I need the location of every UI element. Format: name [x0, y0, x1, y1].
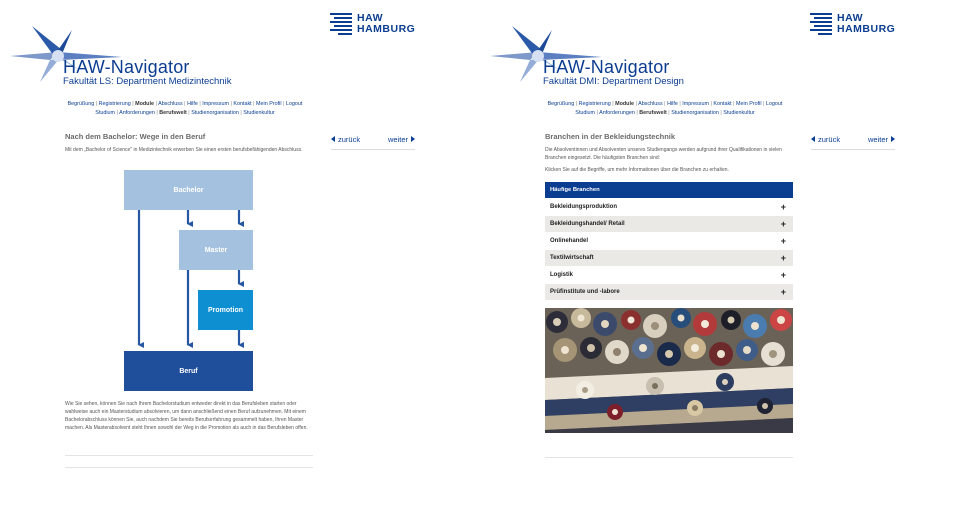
nav-studium[interactable]: Studium — [575, 109, 596, 116]
accordion-item-label: Textilwirtschaft — [550, 255, 594, 261]
accordion-item-label: Bekleidungsproduktion — [550, 204, 618, 210]
nav-row-primary: Begrüßung | Registrierung | Module | Abschluss | Hilfe | Impressum | Kontakt | Mein Profil | Logout — [67, 101, 303, 107]
haw-hamburg-logo — [810, 12, 900, 36]
pager — [811, 133, 895, 150]
accordion-item-pruefinstitute[interactable] — [545, 284, 793, 300]
nav-studium[interactable]: Studium — [95, 109, 116, 116]
intro-text: Die Absolventinnen und Absolventen unseres Studiengangs werden aufgrund ihrer Qualifikationen in vielen Branchen eingesetzt. Die häufigsten Branchen sind: — [545, 147, 782, 161]
nav-mein-profil[interactable]: Mein Profil — [256, 101, 282, 107]
nav-abschluss[interactable]: Abschluss — [158, 101, 183, 107]
outro-text: Wie Sie sehen, können Sie nach Ihrem Bachelorstudium entweder direkt in das Berufsleben starten oder wahlweise auch ein Masterstudium absolvieren, um dann anschließend einen Beruf aufzunehmen. Mit einem Bachelorabschluss können Sie, auch nachdem Sie bereits Berufserfahrung gesammelt haben, Ihren Master machen. Als Masterabsolvent steht Ihnen sowohl der Weg in die Promotion als auch in das Berufsleben offen. — [65, 401, 308, 431]
nav-module[interactable]: Module — [135, 101, 154, 107]
back-link[interactable] — [811, 135, 840, 144]
accordion-item-bekleidungsproduktion[interactable] — [545, 199, 793, 215]
expand-plus-icon: + — [780, 253, 786, 263]
nav-logout[interactable]: Logout — [285, 101, 303, 107]
accordion-header: Häufige Branchen — [545, 182, 793, 198]
expand-plus-icon: + — [780, 287, 786, 297]
nav-hilfe[interactable]: Hilfe — [667, 101, 678, 107]
next-label: weiter — [867, 135, 888, 144]
app-title: HAW-Navigator — [543, 57, 670, 77]
expand-plus-icon: + — [780, 202, 786, 212]
divider — [545, 457, 793, 458]
expand-plus-icon: + — [780, 219, 786, 229]
hint-text: Klicken Sie auf die Begriffe, um mehr Informationen über die Branchen zu erhalten. — [545, 167, 729, 173]
accordion-item-label: Onlinehandel — [550, 238, 589, 244]
arrow-right-icon — [411, 136, 415, 142]
accordion-item-logistik[interactable] — [545, 267, 793, 283]
haw-logo-line2: HAMBURG — [357, 23, 416, 35]
career-path-diagram — [120, 165, 260, 400]
nav-begruessung[interactable]: Begrüßung — [67, 101, 95, 107]
nav-row-secondary: Studium | Anforderungen | Berufswelt | Studienorganisation | Studienkultur — [575, 109, 755, 116]
intro-text: Mit dem „Bachelor of Science" in Medizintechnik erwerben Sie einen ersten berufsbefähigenden Abschluss. — [65, 147, 303, 153]
accordion-item-label: Prüfinstitute und -labore — [550, 289, 620, 295]
promotion-box: Promotion — [198, 290, 253, 330]
main-navigation — [540, 100, 790, 117]
next-label: weiter — [387, 135, 408, 144]
faculty-subtitle: Fakultät DMI: Department Design — [543, 76, 684, 87]
faculty-subtitle: Fakultät LS: Department Medizintechnik — [63, 76, 232, 87]
next-link[interactable] — [388, 135, 415, 144]
accordion-item-label: Logistik — [550, 272, 574, 278]
arrow-left-icon — [331, 136, 335, 142]
nav-row-primary: Begrüßung | Registrierung | Module | Abschluss | Hilfe | Impressum | Kontakt | Mein Profil | Logout — [547, 101, 783, 107]
accordion-item-onlinehandel[interactable] — [545, 233, 793, 249]
expand-plus-icon: + — [780, 236, 786, 246]
nav-begruessung[interactable]: Begrüßung — [547, 101, 575, 107]
nav-kontakt[interactable]: Kontakt — [713, 101, 732, 107]
nav-studienorganisation[interactable]: Studienorganisation — [191, 109, 239, 116]
arrow-left-icon — [811, 136, 815, 142]
haw-hamburg-logo — [330, 12, 420, 36]
main-navigation — [60, 100, 310, 117]
nav-anforderungen[interactable]: Anforderungen — [599, 109, 635, 116]
pager — [331, 133, 415, 150]
nav-abschluss[interactable]: Abschluss — [638, 101, 663, 107]
next-link[interactable] — [868, 135, 895, 144]
accordion-item-bekleidungshandel[interactable] — [545, 216, 793, 232]
nav-berufswelt[interactable]: Berufswelt — [159, 109, 187, 116]
accordion-item-textilwirtschaft[interactable] — [545, 250, 793, 266]
nav-registrierung[interactable]: Registrierung — [578, 101, 611, 107]
bachelor-box: Bachelor — [124, 170, 253, 210]
back-label: zurück — [818, 135, 841, 144]
haw-logo-line1: HAW — [357, 12, 383, 24]
fabric-rolls-photo — [545, 308, 793, 433]
back-label: zurück — [338, 135, 361, 144]
nav-mein-profil[interactable]: Mein Profil — [736, 101, 762, 107]
haw-logo-line1: HAW — [837, 12, 863, 24]
nav-registrierung[interactable]: Registrierung — [98, 101, 131, 107]
arrow-right-icon — [891, 136, 895, 142]
page-heading: Branchen in der Bekleidungstechnik — [545, 132, 676, 141]
back-link[interactable] — [331, 135, 360, 144]
nav-berufswelt[interactable]: Berufswelt — [639, 109, 667, 116]
nav-impressum[interactable]: Impressum — [682, 101, 709, 107]
divider — [65, 455, 313, 456]
nav-hilfe[interactable]: Hilfe — [187, 101, 198, 107]
nav-studienorganisation[interactable]: Studienorganisation — [671, 109, 719, 116]
divider — [65, 467, 313, 468]
accordion-item-label: Bekleidungshandel/ Retail — [550, 221, 625, 227]
nav-anforderungen[interactable]: Anforderungen — [119, 109, 155, 116]
master-box: Master — [179, 230, 253, 270]
nav-studienkultur[interactable]: Studienkultur — [243, 109, 275, 116]
nav-logout[interactable]: Logout — [765, 101, 783, 107]
beruf-box: Beruf — [124, 351, 253, 391]
diagram-arrows — [120, 165, 260, 400]
app-title: HAW-Navigator — [63, 57, 190, 77]
nav-module[interactable]: Module — [615, 101, 634, 107]
expand-plus-icon: + — [780, 270, 786, 280]
page-heading: Nach dem Bachelor: Wege in den Beruf — [65, 132, 206, 141]
nav-kontakt[interactable]: Kontakt — [233, 101, 252, 107]
haw-logo-line2: HAMBURG — [837, 23, 896, 35]
nav-row-secondary: Studium | Anforderungen | Berufswelt | Studienorganisation | Studienkultur — [95, 109, 275, 116]
nav-studienkultur[interactable]: Studienkultur — [723, 109, 755, 116]
nav-impressum[interactable]: Impressum — [202, 101, 229, 107]
